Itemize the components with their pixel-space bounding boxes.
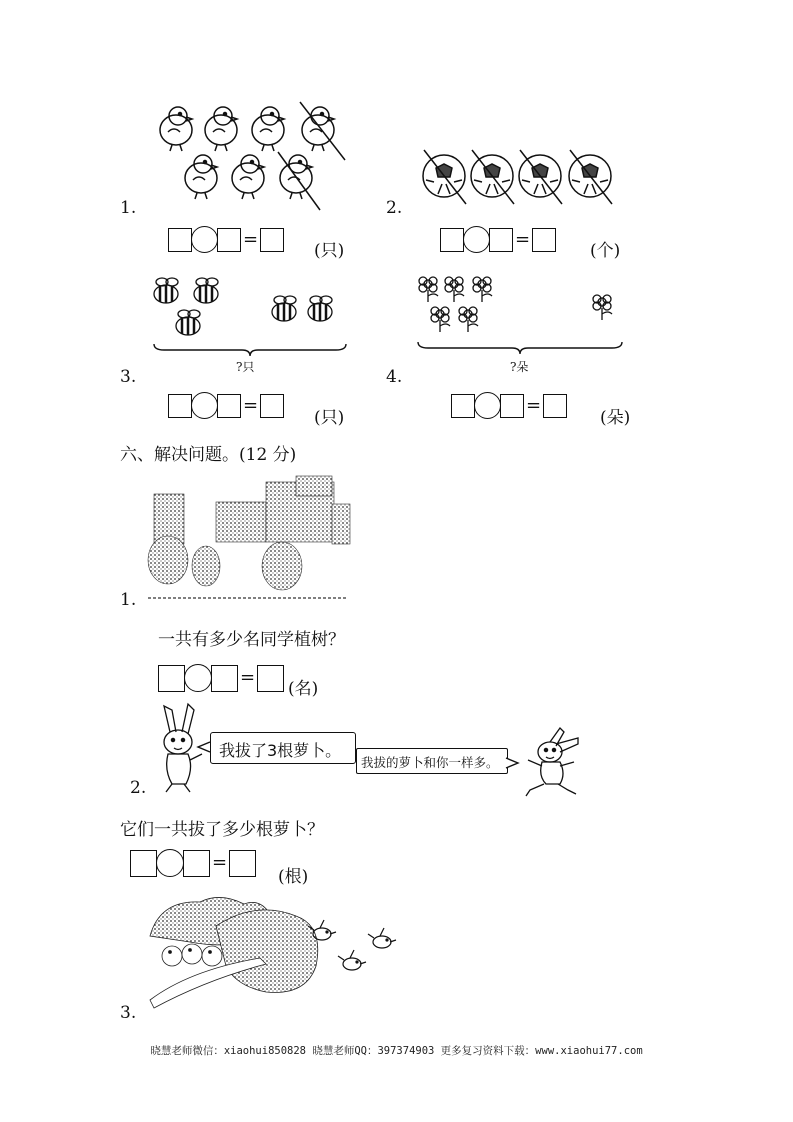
equals-sign: = (240, 667, 256, 688)
q1-number: 1. (120, 590, 137, 610)
equals-sign: = (243, 228, 259, 250)
operator-circle[interactable] (184, 664, 212, 692)
result-box[interactable] (257, 665, 284, 692)
result-box[interactable] (543, 394, 567, 418)
bubble-right-text: 我拔的萝卜和你一样多。 (361, 755, 499, 770)
problem-2-number: 2. (386, 198, 403, 218)
operator-circle[interactable] (474, 392, 501, 419)
equals-sign: = (212, 852, 228, 873)
chicks-illustration (150, 100, 350, 216)
problem-4-number: 4. (386, 367, 403, 387)
q3-number: 3. (120, 1003, 137, 1023)
answer-box[interactable] (440, 228, 464, 252)
unit-label: (个) (590, 241, 621, 261)
equation-3 (168, 392, 284, 419)
operator-circle[interactable] (191, 392, 218, 419)
answer-box[interactable] (158, 665, 185, 692)
brace-label: ?朵 (510, 360, 529, 374)
q1-equation (158, 664, 284, 692)
unit-label: (只) (314, 241, 345, 261)
unit-label: (名) (288, 679, 319, 699)
equation-4 (451, 392, 567, 419)
answer-box[interactable] (211, 665, 238, 692)
unit-label: (只) (314, 408, 345, 428)
operator-circle[interactable] (191, 226, 218, 253)
q1-question: 一共有多少名同学植树？ (158, 630, 345, 650)
answer-box[interactable] (217, 228, 241, 252)
q2-equation (130, 849, 256, 877)
unit-label: (朵) (600, 408, 631, 428)
chick-drawing (150, 100, 350, 212)
equals-sign: = (515, 228, 531, 250)
page-footer: 晓慧老师微信：xiaohui850828 晓慧老师QQ：397374903 更多复习资料下载：www.xiaohui77.com (150, 1045, 643, 1057)
answer-box[interactable] (168, 228, 192, 252)
balls-illustration (418, 148, 618, 212)
bubble-pointer (504, 756, 520, 770)
bubble-pointer (196, 740, 212, 754)
brace-label: ?只 (236, 360, 255, 374)
q2-question: 它们一共拔了多少根萝卜？ (120, 820, 324, 840)
equation-1 (168, 226, 284, 253)
answer-box[interactable] (183, 850, 210, 877)
answer-box[interactable] (130, 850, 157, 877)
soccer-ball-drawing (418, 148, 618, 208)
bubble-left-text: 我拔了3根萝卜。 (219, 741, 342, 760)
speech-bubble-left (210, 732, 356, 764)
result-box[interactable] (532, 228, 556, 252)
planting-drawing (146, 474, 352, 602)
tree-planting-illustration (146, 474, 352, 606)
unit-label: (根) (278, 867, 309, 887)
answer-box[interactable] (168, 394, 192, 418)
equation-2 (440, 226, 556, 253)
section-heading: 六、解决问题。(12 分) (120, 445, 297, 465)
rabbit-right-illustration (520, 726, 584, 802)
result-box[interactable] (260, 228, 284, 252)
operator-circle[interactable] (463, 226, 490, 253)
birds-tree-illustration (146, 896, 398, 1012)
result-box[interactable] (260, 394, 284, 418)
answer-box[interactable] (489, 228, 513, 252)
rabbit-icon (520, 726, 584, 798)
problem-1-number: 1. (120, 198, 137, 218)
equals-sign: = (243, 394, 259, 416)
answer-box[interactable] (500, 394, 524, 418)
answer-box[interactable] (217, 394, 241, 418)
equals-sign: = (526, 394, 542, 416)
problem-3-number: 3. (120, 367, 137, 387)
q2-number: 2. (130, 778, 147, 798)
bird-tree-drawing (146, 896, 398, 1008)
result-box[interactable] (229, 850, 256, 877)
answer-box[interactable] (451, 394, 475, 418)
speech-bubble-right (356, 748, 508, 774)
operator-circle[interactable] (156, 849, 184, 877)
